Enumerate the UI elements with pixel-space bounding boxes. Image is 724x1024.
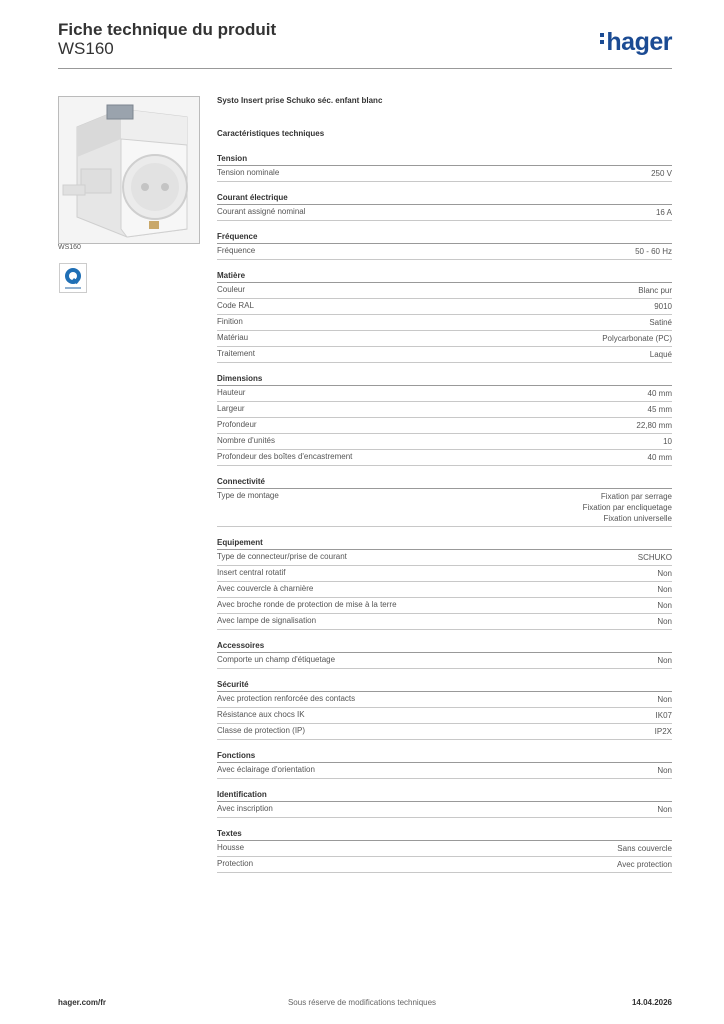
- spec-row: [217, 763, 672, 779]
- spec-value-line: IP2X: [654, 727, 672, 736]
- product-image: [58, 96, 200, 244]
- characteristics-title: Caractéristiques techniques: [217, 129, 325, 138]
- spec-value-line: Satiné: [649, 318, 672, 327]
- spec-row: [217, 489, 672, 527]
- spec-value: [657, 804, 672, 815]
- section-title: Equipement: [217, 538, 672, 550]
- spec-value-line: Fixation par encliquetage: [582, 503, 672, 512]
- spec-row: [217, 724, 672, 740]
- logo-text: hager: [606, 28, 672, 56]
- spec-value: [650, 349, 672, 360]
- spec-row: [217, 857, 672, 873]
- spec-value: [648, 388, 672, 399]
- spec-value: [583, 491, 672, 524]
- spec-value-line: Non: [657, 805, 672, 814]
- spec-value-line: 40 mm: [647, 453, 672, 462]
- spec-label: Avec inscription: [217, 804, 273, 813]
- spec-value-line: Non: [657, 601, 672, 610]
- spec-row: [217, 299, 672, 315]
- spec-row: [217, 708, 672, 724]
- section-title: Dimensions: [217, 374, 672, 386]
- spec-row: [217, 550, 672, 566]
- spec-value-line: Blanc pur: [638, 286, 672, 295]
- section-title: Accessoires: [217, 641, 672, 653]
- spec-label: Type de montage: [217, 491, 279, 500]
- quality-label-icon: [59, 263, 87, 293]
- spec-label: Avec couvercle à charnière: [217, 584, 314, 593]
- spec-row: [217, 347, 672, 363]
- spec-value: [638, 552, 672, 563]
- spec-section: [217, 680, 672, 740]
- spec-value-line: IK07: [655, 711, 672, 720]
- spec-row: [217, 582, 672, 598]
- section-title: Sécurité: [217, 680, 672, 692]
- spec-value-line: 9010: [654, 302, 672, 311]
- spec-row: [217, 598, 672, 614]
- spec-value-line: Fixation universelle: [603, 514, 672, 523]
- spec-label: Avec lampe de signalisation: [217, 616, 317, 625]
- spec-value-line: Non: [657, 766, 672, 775]
- section-title: Fréquence: [217, 232, 672, 244]
- spec-section: [217, 538, 672, 630]
- spec-value: [656, 710, 672, 721]
- spec-value-line: SCHUKO: [637, 553, 672, 562]
- spec-section: [217, 374, 672, 466]
- spec-row: [217, 450, 672, 466]
- spec-value: [617, 859, 672, 870]
- footer-date: 14.04.2026: [631, 998, 672, 1007]
- spec-value: [657, 584, 672, 595]
- spec-value: [638, 285, 672, 296]
- spec-row: [217, 614, 672, 630]
- spec-value: [657, 600, 672, 611]
- footer-website-link[interactable]: hager.com/fr: [58, 998, 107, 1007]
- spec-label: Nombre d'unités: [217, 436, 275, 445]
- page-title: Fiche technique du produit: [58, 20, 277, 39]
- spec-row: [217, 653, 672, 669]
- spec-value: [648, 452, 672, 463]
- hager-logo[interactable]: [600, 28, 672, 57]
- spec-value-line: Polycarbonate (PC): [602, 334, 672, 343]
- spec-section: [217, 829, 672, 873]
- spec-value-line: Non: [657, 695, 672, 704]
- section-title: Connectivité: [217, 477, 672, 489]
- spec-value: [663, 436, 672, 447]
- spec-sections: [217, 154, 672, 873]
- spec-label: Fréquence: [217, 246, 256, 255]
- spec-label: Housse: [217, 843, 245, 852]
- spec-value: [654, 301, 672, 312]
- spec-label: Courant assigné nominal: [217, 207, 306, 216]
- spec-label: Code RAL: [217, 301, 254, 310]
- spec-value-line: Fixation par serrage: [600, 492, 672, 501]
- image-caption: WS160: [58, 244, 81, 251]
- spec-label: Finition: [217, 317, 243, 326]
- specifications: [217, 96, 672, 884]
- spec-value-line: Avec protection: [617, 860, 672, 869]
- section-title: Identification: [217, 790, 672, 802]
- spec-section: [217, 154, 672, 182]
- spec-row: [217, 331, 672, 347]
- spec-value-line: 45 mm: [647, 405, 672, 414]
- spec-label: Profondeur: [217, 420, 257, 429]
- spec-row: [217, 802, 672, 818]
- spec-value: [657, 694, 672, 705]
- spec-value-line: Non: [657, 656, 672, 665]
- footer-notice: Sous réserve de modifications techniques: [287, 998, 437, 1007]
- spec-row: [217, 434, 672, 450]
- spec-label: Traitement: [217, 349, 255, 358]
- spec-row: [217, 566, 672, 582]
- section-title: Tension: [217, 154, 672, 166]
- spec-value: [648, 404, 672, 415]
- product-name: Systo Insert prise Schuko séc. enfant blanc: [217, 96, 383, 105]
- spec-value: [657, 765, 672, 776]
- spec-row: [217, 315, 672, 331]
- spec-row: [217, 418, 672, 434]
- spec-row: [217, 841, 672, 857]
- spec-label: Hauteur: [217, 388, 246, 397]
- spec-label: Largeur: [217, 404, 245, 413]
- spec-section: [217, 790, 672, 818]
- spec-row: [217, 402, 672, 418]
- spec-label: Avec protection renforcée des contacts: [217, 694, 356, 703]
- header-divider: [58, 68, 672, 69]
- spec-value: [649, 317, 672, 328]
- spec-value-line: Laqué: [649, 350, 672, 359]
- spec-value: [657, 616, 672, 627]
- spec-value: [657, 568, 672, 579]
- spec-value: [651, 168, 672, 179]
- spec-value-line: Sans couvercle: [617, 844, 672, 853]
- spec-row: [217, 386, 672, 402]
- spec-label: Avec éclairage d'orientation: [217, 765, 315, 774]
- spec-value: [602, 333, 672, 344]
- spec-label: Insert central rotatif: [217, 568, 286, 577]
- spec-row: [217, 692, 672, 708]
- logo-colon-icon: [600, 30, 604, 47]
- spec-label: Couleur: [217, 285, 246, 294]
- section-title: Courant électrique: [217, 193, 672, 205]
- spec-value: [617, 843, 672, 854]
- section-title: Matière: [217, 271, 672, 283]
- spec-section: [217, 477, 672, 527]
- spec-label: Avec broche ronde de protection de mise à la terre: [217, 600, 397, 609]
- spec-value: [635, 246, 672, 257]
- spec-section: [217, 641, 672, 669]
- spec-label: Tension nominale: [217, 168, 280, 177]
- spec-row: [217, 244, 672, 260]
- spec-row: [217, 283, 672, 299]
- spec-value-line: 16 A: [655, 208, 672, 217]
- spec-value-line: 40 mm: [647, 389, 672, 398]
- spec-label: Matériau: [217, 333, 249, 342]
- spec-section: [217, 751, 672, 779]
- spec-label: Comporte un champ d'étiquetage: [217, 655, 336, 664]
- spec-value-line: Non: [657, 569, 672, 578]
- spec-value-line: Non: [657, 585, 672, 594]
- spec-value-line: Non: [657, 617, 672, 626]
- spec-label: Profondeur des boîtes d'encastrement: [217, 452, 353, 461]
- product-reference: WS160: [58, 39, 114, 58]
- spec-section: [217, 232, 672, 260]
- spec-value-line: 22,80 mm: [636, 421, 672, 430]
- spec-value-line: 250 V: [651, 169, 672, 178]
- spec-value-line: 50 - 60 Hz: [635, 247, 672, 256]
- spec-section: [217, 271, 672, 363]
- spec-label: Classe de protection (IP): [217, 726, 306, 735]
- spec-label: Type de connecteur/prise de courant: [217, 552, 347, 561]
- spec-value: [657, 655, 672, 666]
- spec-section: [217, 193, 672, 221]
- section-title: Textes: [217, 829, 672, 841]
- spec-value: [636, 420, 672, 431]
- spec-label: Résistance aux chocs IK: [217, 710, 305, 719]
- section-title: Fonctions: [217, 751, 672, 763]
- spec-label: Protection: [217, 859, 254, 868]
- spec-row: [217, 205, 672, 221]
- spec-value: [655, 726, 672, 737]
- spec-value-line: 10: [663, 437, 672, 446]
- spec-value: [656, 207, 672, 218]
- spec-row: [217, 166, 672, 182]
